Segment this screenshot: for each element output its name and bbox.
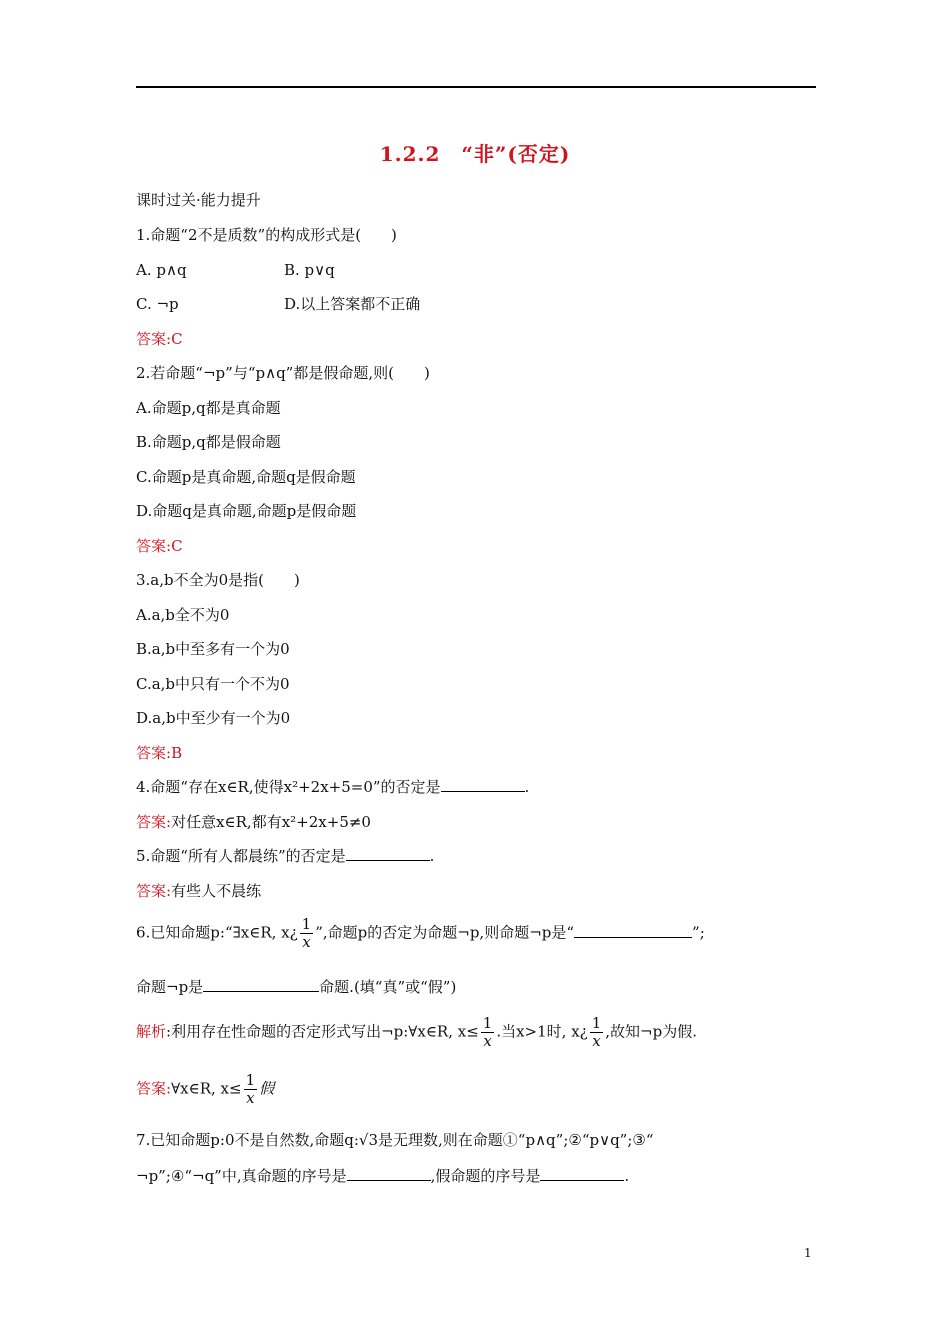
q4-answer: 答案:对任意x∈R,都有x²+2x+5≠0 bbox=[136, 813, 371, 831]
top-rule bbox=[136, 86, 816, 88]
q1-option-b: B. p∨q bbox=[284, 261, 335, 279]
q6-stem-line2: 命题¬p是 命题.(填“真”或“假”) bbox=[136, 978, 457, 996]
q6-stem: 6.已知命题p:“∃x∈R, x¿ $\frac{1}{x}$ ”,命题p的否定为命题¬p,则命题¬p是“ ”; bbox=[136, 915, 705, 951]
q1-option-c: C. ¬p bbox=[136, 295, 179, 313]
q7-blank-1 bbox=[347, 1166, 431, 1181]
q5-answer: 答案:有些人不晨练 bbox=[136, 882, 262, 900]
q6-analysis-fraction-2: $\frac{1}{x}$ bbox=[591, 1014, 602, 1050]
q2-option-c: C.命题p是真命题,命题q是假命题 bbox=[136, 468, 356, 486]
q3-answer: 答案:B bbox=[136, 744, 183, 762]
q3-option-d: D.a,b中至少有一个为0 bbox=[136, 709, 291, 727]
page-title: 1.2.2 “非”(否定) bbox=[379, 142, 571, 166]
q6-answer: 答案:∀x∈R, x≤ $\frac{1}{x}$ 假 bbox=[136, 1071, 275, 1107]
q2-option-b: B.命题p,q都是假命题 bbox=[136, 433, 281, 451]
page-number: 1 bbox=[804, 1246, 812, 1260]
q2-option-a: A.命题p,q都是真命题 bbox=[136, 399, 281, 417]
q2-answer: 答案:C bbox=[136, 537, 183, 555]
q5-blank bbox=[346, 846, 430, 861]
q6-blank-1 bbox=[574, 923, 692, 938]
q3-stem: 3.a,b不全为0是指( ) bbox=[136, 571, 300, 589]
q7-stem-line1: 7.已知命题p:0不是自然数,命题q:√3是无理数,则在命题①“p∧q”;②“p∨q”;③“ bbox=[136, 1131, 654, 1149]
q2-option-d: D.命题q是真命题,命题p是假命题 bbox=[136, 502, 357, 520]
q1-option-d: D.以上答案都不正确 bbox=[284, 295, 421, 313]
q6-blank-2 bbox=[203, 977, 319, 992]
q1-option-a: A. p∧q bbox=[136, 261, 187, 279]
q3-option-c: C.a,b中只有一个不为0 bbox=[136, 675, 290, 693]
q4-stem: 4.命题“存在x∈R,使得x²+2x+5=0”的否定是 . bbox=[136, 778, 530, 796]
q7-blank-2 bbox=[540, 1166, 624, 1181]
q6-fraction: $\frac{1}{x}$ bbox=[301, 915, 312, 951]
q2-stem: 2.若命题“¬p”与“p∧q”都是假命题,则( ) bbox=[136, 364, 430, 382]
q1-answer: 答案:C bbox=[136, 330, 183, 348]
q6-answer-fraction: $\frac{1}{x}$ bbox=[245, 1071, 256, 1107]
q4-blank bbox=[441, 777, 525, 792]
q6-analysis: 解析:利用存在性命题的否定形式写出¬p:∀x∈R, x≤ $\frac{1}{x}$ .当x>1时, x¿ $\frac{1}{x}$ ,故知¬p为假. bbox=[136, 1014, 697, 1050]
q3-option-a: A.a,b全不为0 bbox=[136, 606, 230, 624]
q3-option-b: B.a,b中至多有一个为0 bbox=[136, 640, 290, 658]
q5-stem: 5.命题“所有人都晨练”的否定是 . bbox=[136, 847, 435, 865]
section-heading: 课时过关·能力提升 bbox=[136, 191, 261, 209]
q7-stem-line2: ¬p”;④“¬q”中,真命题的序号是 ,假命题的序号是 . bbox=[136, 1167, 630, 1185]
q1-stem: 1.命题“2不是质数”的构成形式是( ) bbox=[136, 226, 397, 244]
q6-analysis-fraction-1: $\frac{1}{x}$ bbox=[482, 1014, 493, 1050]
